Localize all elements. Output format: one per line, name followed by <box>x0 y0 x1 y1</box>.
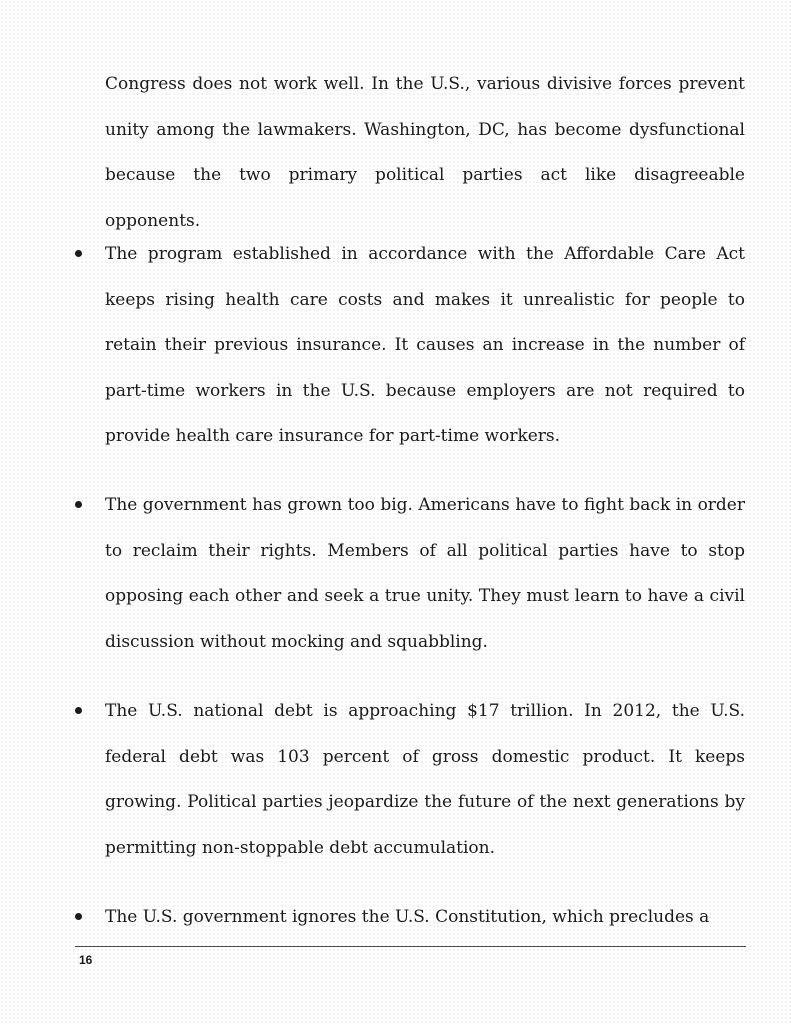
bullet-icon <box>75 913 82 920</box>
continuation-paragraph: Congress does not work well. In the U.S., various divisive forces prevent unity among the lawmakers. Washington, DC, has become dysfunctional because the two primary political parties act like disagreeable opponents. <box>105 74 745 231</box>
footer-divider <box>75 946 746 947</box>
bullet-item-government-size <box>105 483 745 665</box>
bullet-icon <box>75 707 82 714</box>
bullet-text: The U.S. government ignores the U.S. Constitution, which precludes a <box>105 907 710 927</box>
page-number: 16 <box>79 953 93 967</box>
bullet-icon <box>75 501 82 508</box>
bullet-item-constitution <box>105 895 745 941</box>
bullet-text: The government has grown too big. Americans have to fight back in order to reclaim their rights. Members of all political parties have to stop opposing each other and seek a true unity. They must learn to have a civil discussion without mocking and squabbling. <box>105 495 745 652</box>
bullet-item-national-debt <box>105 689 745 871</box>
bullet-text: The U.S. national debt is approaching $17 trillion. In 2012, the U.S. federal debt was 103 percent of gross domestic product. It keeps growing. Political parties jeopardize the future of the next generations by permitting non-stoppable debt accumulation. <box>105 701 745 858</box>
bullet-item-affordable-care-act <box>105 232 745 460</box>
bullet-icon <box>75 250 82 257</box>
bullet-text: The program established in accordance with the Affordable Care Act keeps rising health care costs and makes it unrealistic for people to retain their previous insurance. It causes an increase in the number of part-time workers in the U.S. because employers are not required to provide health care insurance for part-time workers. <box>105 244 745 446</box>
